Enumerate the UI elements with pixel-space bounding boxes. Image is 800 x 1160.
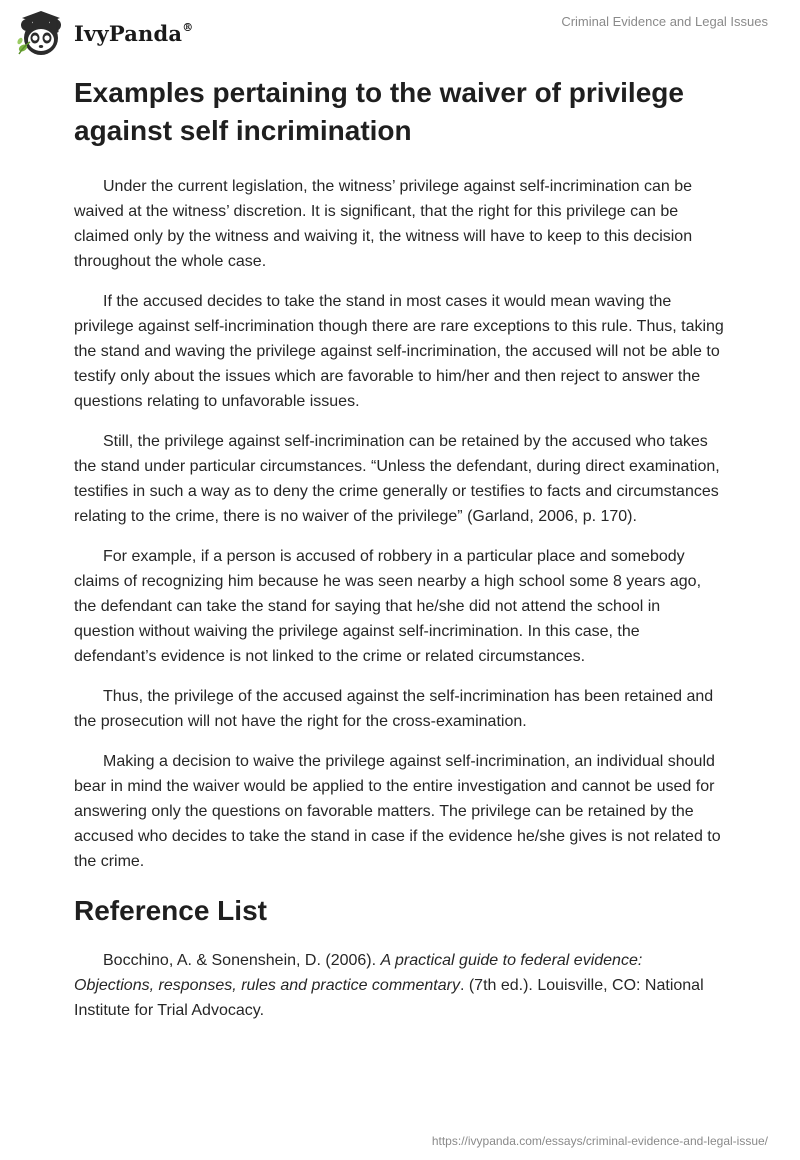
body-paragraph: For example, if a person is accused of robbery in a particular place and somebody claims of recognizing him because he was seen nearby a high school some 8 years ago, the defendant can take the stand for saying that he/she did not attend the school in question without waiving the privilege against self-incrimination. In this case, the defendant’s evidence is not linked to the crime or related circumstances. [74, 548, 702, 665]
article-body [74, 74, 724, 1038]
reference-entry [74, 948, 724, 1023]
page-header [0, 0, 800, 64]
source-url[interactable]: https://ivypanda.com/essays/criminal-evidence-and-legal-issue/ [431, 1134, 768, 1148]
reference-authors: Bocchino, A. & Sonenshein, D. (2006). [103, 952, 381, 969]
body-paragraph: Under the current legislation, the witness’ privilege against self-incrimination can be waived at the witness’ discretion. It is significant, that the right for this privilege can be claimed only by the witness and waiving it, the witness will have to keep to this decision throughout the whole case. [74, 178, 693, 270]
body-paragraph: If the accused decides to take the stand in most cases it would mean waving the privilege against self-incrimination though there are rare exceptions to this rule. Thus, taking the stand and waving the privilege against self-incrimination, the accused will not be able to testify only about the issues which are favorable to him/her and then reject to answer the questions relating to unfavorable issues. [74, 293, 724, 410]
page-title: Examples pertaining to the waiver of privilege against self incrimination [74, 77, 684, 146]
body-paragraph: Thus, the privilege of the accused against the self-incrimination has been retained and the prosecution will not have the right for the cross-examination. [74, 688, 714, 730]
brand-logo[interactable] [14, 8, 193, 58]
registered-mark: ® [182, 20, 194, 34]
panda-logo-icon [14, 8, 70, 58]
reference-title: A practical guide to federal evidence: Objections, responses, rules and practice commentary [74, 952, 643, 994]
body-paragraph: Still, the privilege against self-incrimination can be retained by the accused who takes the stand under particular circumstances. “Unless the defendant, during direct examination, testifies in such a way as to deny the crime generally or testifies to facts and circumstances relating to the crime, there is no waiver of the privilege” (Garland, 2006, p. 170). [74, 433, 720, 525]
reference-list-heading: Reference List [74, 895, 267, 926]
body-paragraph: Making a decision to waive the privilege against self-incrimination, an individual should bear in mind the waiver would be applied to the entire investigation and cannot be used for answering only the questions on favorable matters. The privilege can be retained by the accused who decides to take the stand in case if the evidence he/she gives is not related to the crime. [74, 753, 721, 870]
reference-details: . (7th ed.). Louisville, CO: National Institute for Trial Advocacy. [74, 977, 704, 1019]
brand-name: IvyPanda® [74, 20, 194, 46]
document-title: Criminal Evidence and Legal Issues [561, 14, 768, 29]
